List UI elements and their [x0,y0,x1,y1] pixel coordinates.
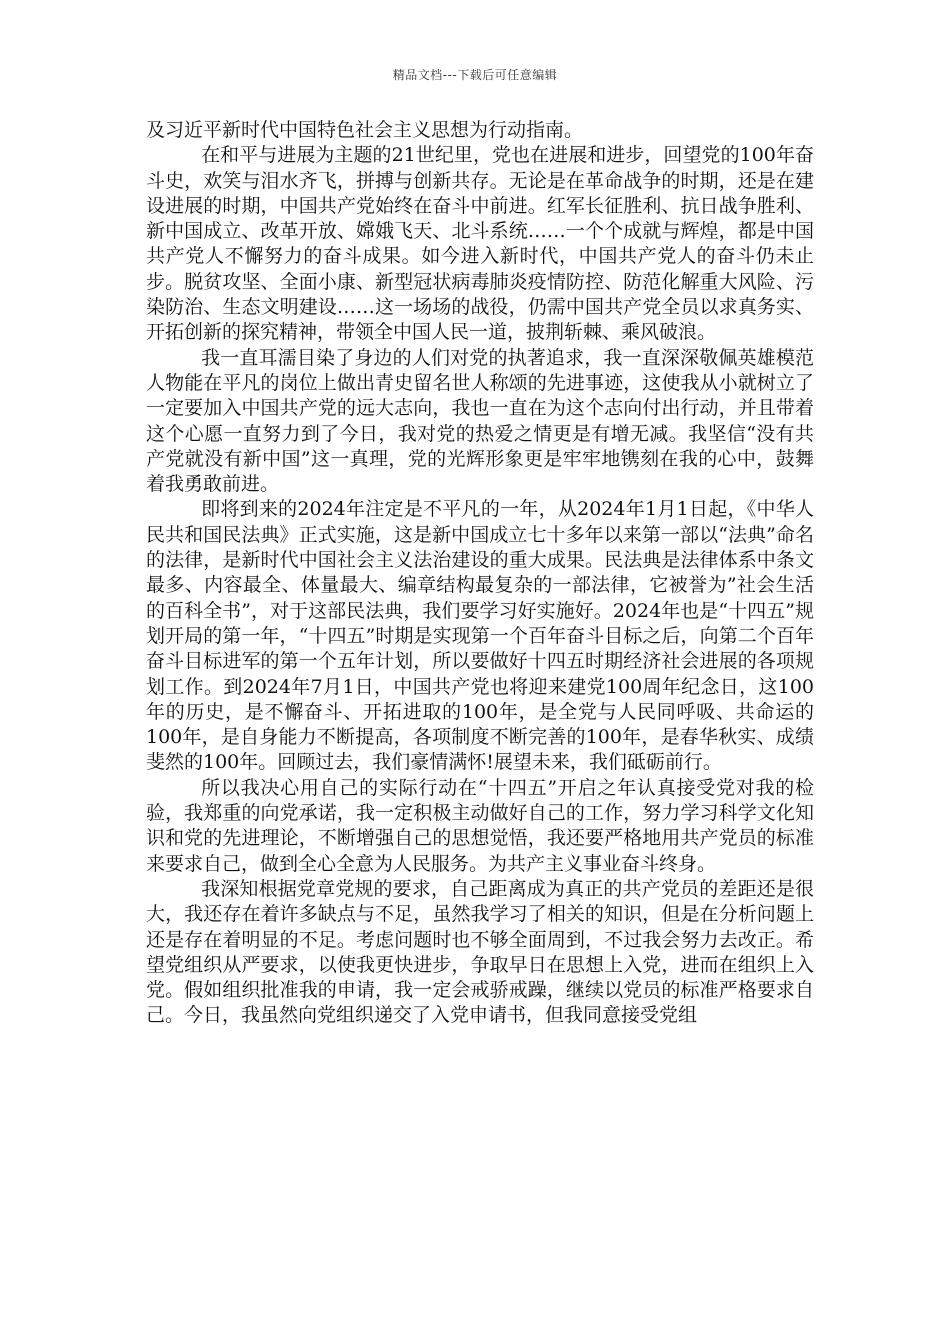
paragraph: 我一直耳濡目染了身边的人们对党的执著追求，我一直深深敬佩英雄模范人物能在平凡的岗位上做出青史留名世人称颂的先进事迹，这使我从小就树立了一定要加入中国共产党的远大志向，我也一直在为这个志向付出行动，并且带着这个心愿一直努力到了今日，我对党的热爱之情更是有增无减。我坚信“没有共产党就没有新中国”这一真理，党的光辉形象更是牢牢地镌刻在我的心中，鼓舞着我勇敢前进。 [146,346,814,496]
document-body [146,118,814,1029]
paragraph: 即将到来的2024年注定是不平凡的一年，从2024年1月1日起，《中华人民共和国民法典》正式实施，这是新中国成立七十多年以来第一部以“法典”命名的法律，是新时代中国社会主义法治建设的重大成果。民法典是法律体系中条文最多、内容最全、体量最大、编章结构最复杂的一部法律，它被誉为”社会生活的百科全书”，对于这部民法典，我们要学习好实施好。2024年也是“十四五”规划开局的第一年，“十四五”时期是实现第一个百年奋斗目标之后，向第二个百年奋斗目标进军的第一个五年计划，所以要做好十四五时期经济社会进展的各项规划工作。到2024年7月1日，中国共产党也将迎来建党100周年纪念日，这100年的历史，是不懈奋斗、开拓进取的100年，是全党与人民同呼吸、共命运的100年，是自身能力不断提高，各项制度不断完善的100年，是春华秋实、成绩斐然的100年。回顾过去，我们豪情满怀!展望未来，我们砥砺前行。 [146,498,814,774]
page-header: 精品文档---下载后可任意编辑 [392,68,558,82]
paragraph: 及习近平新时代中国特色社会主义思想为行动指南。 [146,119,584,141]
paragraph: 所以我决心用自己的实际行动在“十四五”开启之年认真接受党对我的检验，我郑重的向党承诺，我一定积极主动做好自己的工作，努力学习科学文化知识和党的先进理论，不断增强自己的思想觉悟，我还要严格地用共产党员的标准来要求自己，做到全心全意为人民服务。为共产主义事业奋斗终身。 [146,776,814,875]
paragraph: 在和平与进展为主题的21世纪里，党也在进展和进步，回望党的100年奋斗史，欢笑与泪水齐飞，拼搏与创新共存。无论是在革命战争的时期，还是在建设进展的时期，中国共产党始终在奋斗中前进。红军长征胜利、抗日战争胜利、新中国成立、改革开放、嫦娥飞天、北斗系统……一个个成就与辉煌，都是中国共产党人不懈努力的奋斗成果。如今进入新时代，中国共产党人的奋斗仍未止步。脱贫攻坚、全面小康、新型冠状病毒肺炎疫情防控、防范化解重大风险、污染防治、生态文明建设……这一场场的战役，仍需中国共产党全员以求真务实、开拓创新的探究精神，带领全中国人民一道，披荆斩棘、乘风破浪。 [146,144,814,344]
paragraph: 我深知根据党章党规的要求，自己距离成为真正的共产党员的差距还是很大，我还存在着许多缺点与不足，虽然我学习了相关的知识，但是在分析问题上还是存在着明显的不足。考虑问题时也不够全面周到，不过我会努力去改正。希望党组织从严要求，以使我更快进步，争取早日在思想上入党，进而在组织上入党。假如组织批准我的申请，我一定会戒骄戒躁，继续以党员的标准严格要求自己。今日，我虽然向党组织递交了入党申请书，但我同意接受党组 [146,877,814,1027]
